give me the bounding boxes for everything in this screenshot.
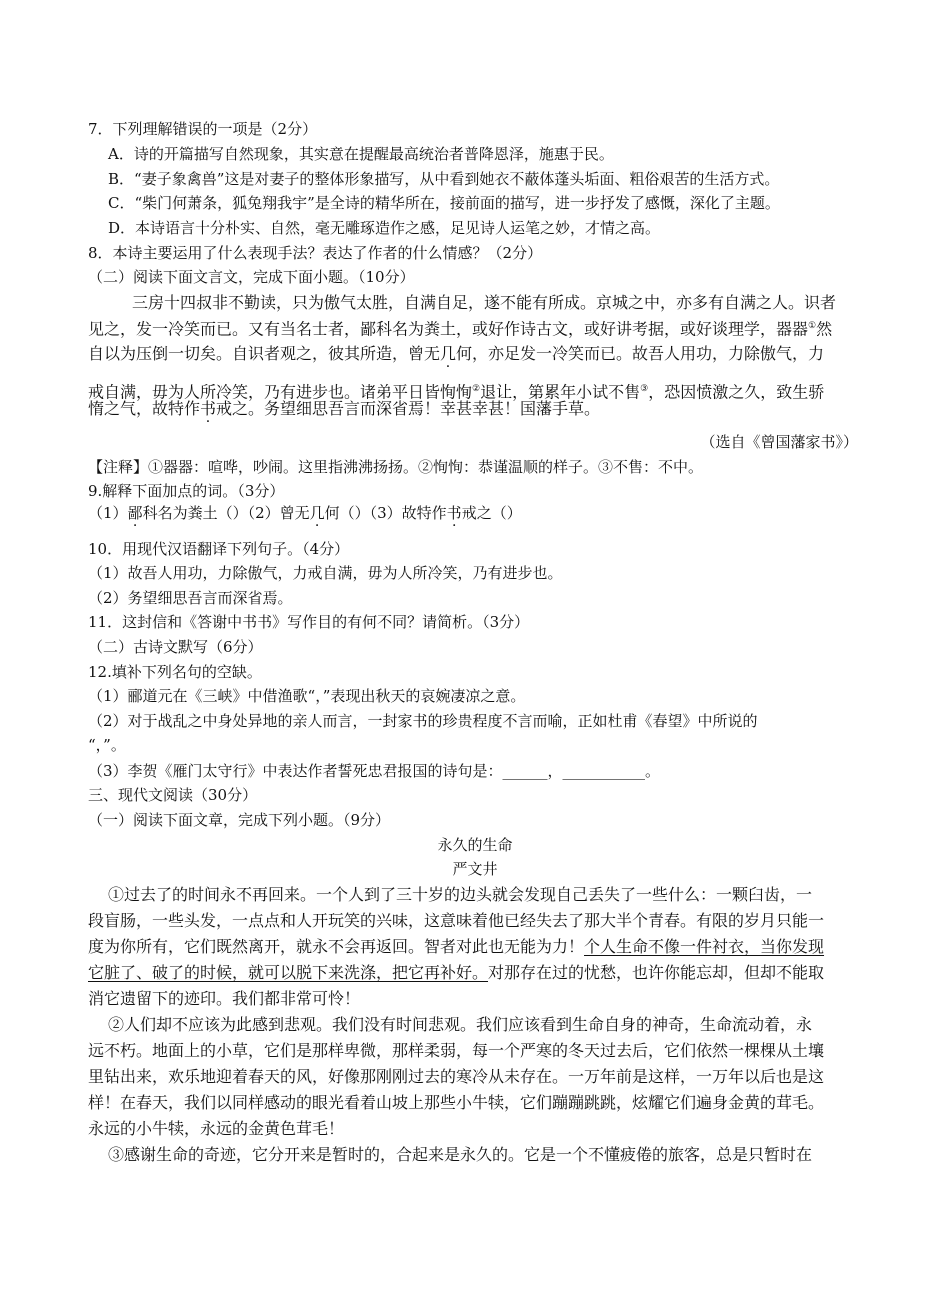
q7-stem: 7．下列理解错误的一项是（2分） (88, 120, 318, 138)
article-p1-line-5: 消它遗留下的迹印。我们都非常可怜！ (88, 989, 361, 1008)
article-author: 严文井 (452, 860, 498, 878)
dotted-char-bi: 鄙 (127, 504, 143, 522)
wenyan-line-5-a: 惰之气，故特作 (88, 399, 201, 418)
article-p3-line-1: ③感谢生命的奇迹，它分开来是暂时的，合起来是永久的。它是一个不懂疲倦的旅客，总是只暂时在 (108, 1145, 813, 1164)
article-p1-line-3 (88, 937, 824, 957)
article-p2-line-1: ②人们却不应该为此感到悲观。我们没有时间悲观。我们应该看到生命自身的神奇，生命流动着，永 (108, 1015, 813, 1034)
q12-item-2-blank: “，”。 (88, 736, 126, 754)
wenyan-line-4-a: 戒自满，毋为人所冷笑，乃有进步也。诸弟平日皆恂恂 (88, 382, 473, 402)
wenyan-line-3-a: 自以为压倒一切矣。自识者观之，彼其所造，曾无 (88, 344, 441, 363)
article-p1-line-4-b: 对那存在过的忧愁，也许你能忘却，但却不能取 (488, 963, 825, 982)
wenyan-source: （选自《曾国藩家书》） (700, 433, 858, 451)
q10-sentence-2: （2）务望细思吾言而深省焉。 (88, 589, 293, 607)
q7-option-c: C．“柴门何萧条，狐兔翔我宇”是全诗的精华所在，接前面的描写，进一步抒发了感慨，深化了主题。 (108, 194, 780, 212)
q9-item-1-num: （1） (88, 504, 128, 522)
section-gushi-heading: （二）古诗文默写（6分） (88, 638, 263, 656)
q7-option-b: B．“妻子象禽兽”这是对妻子的整体形象描写，从中看到她衣不蔽体蓬头垢面、粗俗艰苦的生活方式。 (108, 170, 780, 188)
underlined-sentence-part-2: 它脏了、破了的时候，就可以脱下来洗涤，把它再补好。 (88, 963, 489, 982)
wenyan-line-5 (88, 399, 600, 419)
article-p2-line-3: 里钻出来，欢乐地迎着春天的风，好像那刚刚过去的寒冷从未存在。一万年前是这样，一万年以后也是这 (88, 1067, 825, 1086)
footnote-mark-2: ② (472, 384, 481, 394)
wenyan-line-2-end: 然 (816, 319, 833, 339)
q10-sentence-1: （1）故吾人用功，力除傲气，力戒自满，毋为人所冷笑，乃有进步也。 (88, 564, 563, 582)
q9-item-3-text: 何（）（3）故特作 (324, 504, 447, 522)
q12-item-2: （2）对于战乱之中身处异地的亲人而言，一封家书的珍贵程度不言而喻，正如杜甫《春望》中所说的 (88, 712, 758, 730)
q12-stem: 12.填补下列名句的空缺。 (88, 663, 262, 681)
annotation-note: 【注释】①器器：喧哗，吵闹。这里指沸沸扬扬。②恂恂：恭谨温顺的样子。③不售：不中。 (88, 458, 704, 476)
q12-item-1: （1）郦道元在《三峡》中借渔歌“，”表现出秋天的哀婉凄凉之意。 (88, 687, 526, 705)
article-p1-line-3-a: 度为你所有，它们既然离开，就永不会再返回。智者对此也无能为力！ (88, 937, 585, 956)
article-p2-line-2: 远不朽。地面上的小草，它们是那样卑微，那样柔弱，每一个严寒的冬天过去后，它们依然一棵棵从土壤 (88, 1041, 825, 1060)
q9-stem: 9.解释下面加点的词。（3分） (88, 482, 285, 500)
footnote-mark-1: ① (808, 321, 817, 331)
q8-stem: 8．本诗主要运用了什么表现手法？表达了作者的什么情感？（2分） (88, 244, 543, 262)
wenyan-line-2 (88, 316, 832, 339)
q11-stem: 11．这封信和《答谢中书书》写作目的有何不同？请简析。（3分） (88, 613, 530, 631)
q9-item-end: 戒之（） (461, 504, 522, 522)
q9-item-2-text: 科名为粪土（）（2）曾无 (142, 504, 310, 522)
article-p1-line-2: 段盲肠，一些头发，一点点和人开玩笑的兴味，这意味着他已经失去了那大半个青春。有限的岁月只能一 (88, 911, 825, 930)
wenyan-line-2-text: 见之，发一冷笑而已。又有当名士者，鄙科名为粪土，或好作诗古文，或好讲考据，或好谈理学，器器 (88, 319, 809, 339)
q7-option-d: D．本诗语言十分朴实、自然，毫无雕琢造作之感，足见诗人运笔之妙，才情之高。 (108, 219, 661, 237)
dotted-char-shu-q9: 书 (446, 504, 462, 522)
article-p1-line-4 (88, 963, 824, 983)
dotted-char-shu: 书 (200, 399, 217, 418)
wenyan-line-4-c: ，恐因愤激之久，致生骄 (648, 382, 825, 402)
wenyan-line-3-b: ，亦足发一冷笑而已。故吾人用功，力除傲气，力 (472, 344, 825, 363)
wenyan-line-3-he: 何 (456, 344, 473, 363)
q12-item-3: （3）李贺《雁门太守行》中表达作者誓死忠君报国的诗句是：______，___________。 (88, 762, 661, 780)
article-title: 永久的生命 (437, 836, 513, 854)
wenyan-line-1: 三房十四叔非不勤读，只为傲气太胜，自满自足，遂不能有所成。京城之中，亦多有自满之人。识者 (132, 293, 837, 312)
footnote-mark-3: ③ (640, 384, 649, 394)
section-wenyan-heading: （二）阅读下面文言文，完成下面小题。（10分） (88, 268, 415, 286)
article-p1-line-1: ①过去了的时间永不再回来。一个人到了三十岁的边头就会发现自己丢失了一些什么：一颗臼齿，一 (108, 885, 813, 904)
wenyan-line-5-b: 戒之。务望细思吾言而深省焉！幸甚幸甚！国藩手草。 (216, 399, 601, 418)
article-p2-line-5: 永远的小牛犊，永远的金黄色茸毛！ (88, 1119, 345, 1138)
wenyan-line-4-b: 退让，第累年小试不售 (480, 382, 641, 402)
dotted-char-ji-q9: 几 (309, 504, 325, 522)
section-3-heading: 三、现代文阅读（30分） (88, 786, 258, 804)
dotted-char-ji: 几 (440, 344, 457, 363)
underlined-sentence-part-1: 个人生命不像一件衬衣，当你发现 (584, 937, 825, 956)
wenyan-line-3 (88, 344, 824, 364)
section-3-1-heading: （一）阅读下面文章，完成下列小题。（9分） (88, 811, 391, 829)
q9-items (88, 503, 522, 523)
q10-stem: 10．用现代汉语翻译下列句子。（4分） (88, 540, 350, 558)
article-p2-line-4: 样！在春天，我们以同样感动的眼光看着山坡上那些小牛犊，它们蹦蹦跳跳，炫耀它们遍身金黄的茸毛。 (88, 1093, 825, 1112)
q7-option-a: A．诗的开篇描写自然现象，其实意在提醒最高统治者普降恩泽，施惠于民。 (108, 145, 614, 163)
